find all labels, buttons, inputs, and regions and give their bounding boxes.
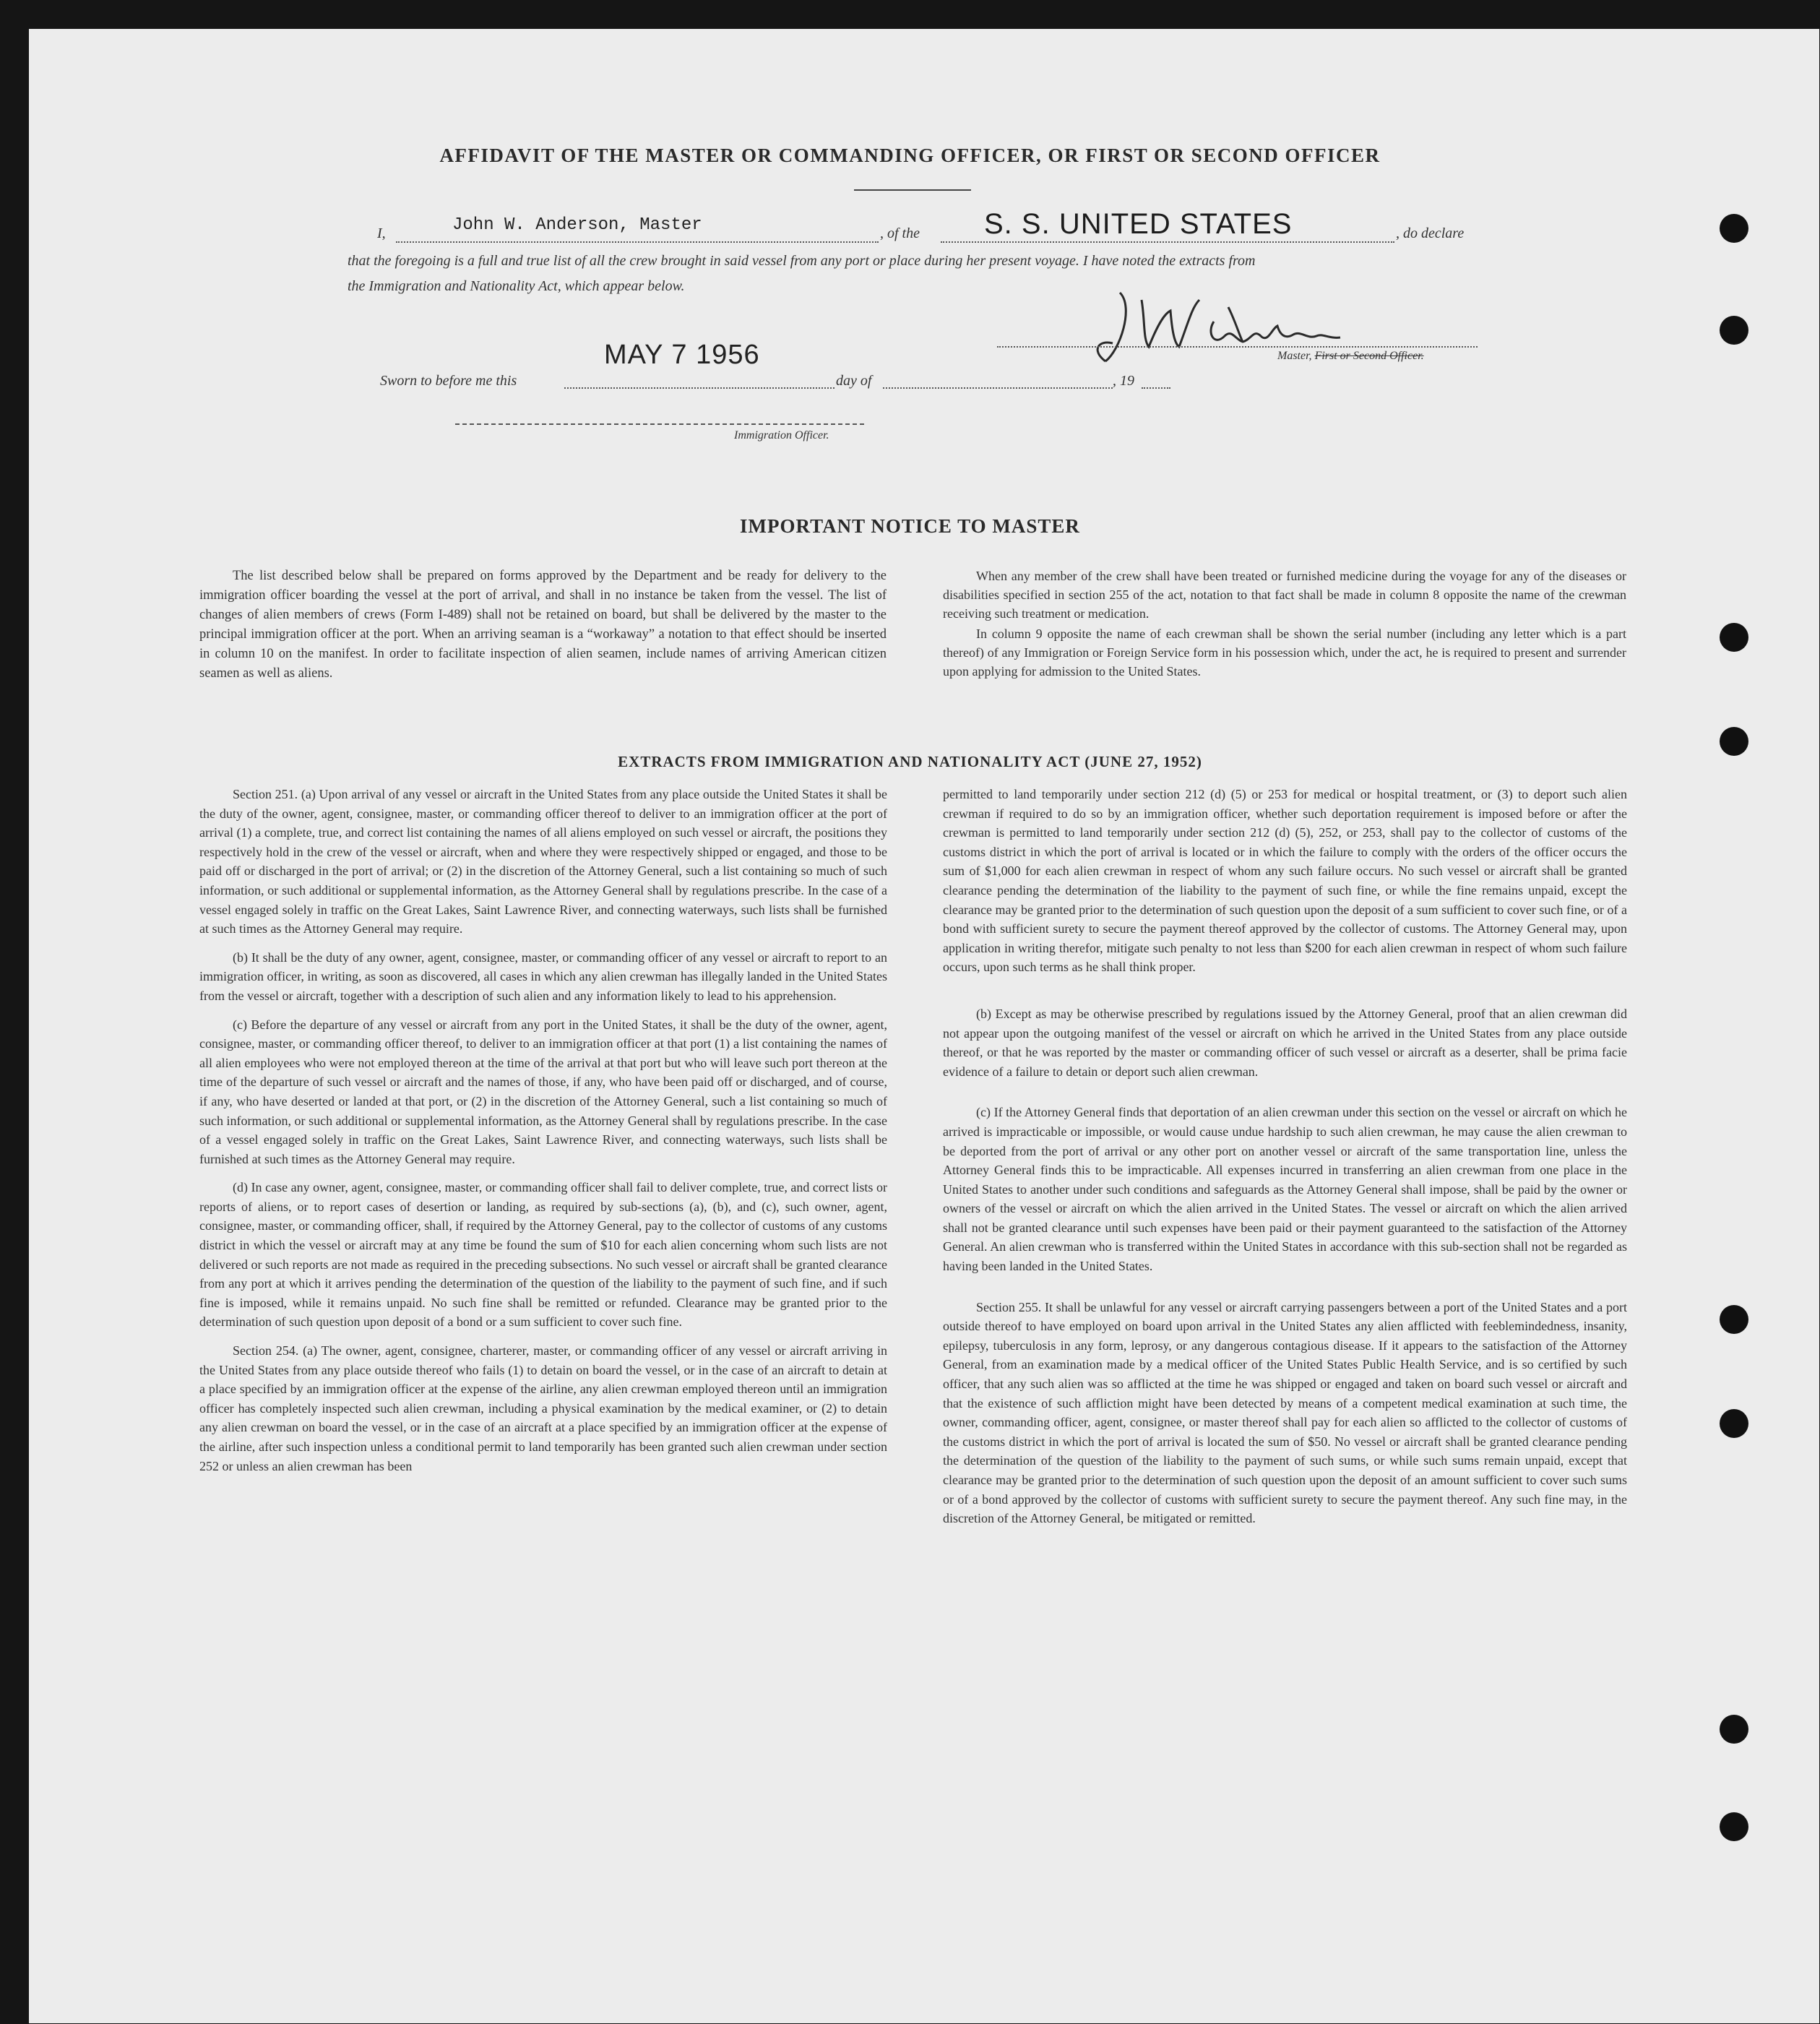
day-of-label: day of <box>836 373 872 389</box>
punch-hole <box>1720 623 1748 652</box>
year-label: , 19 <box>1113 373 1134 389</box>
punch-hole <box>1720 1305 1748 1334</box>
officer-caption: Immigration Officer. <box>734 429 829 442</box>
caption-master: Master, <box>1277 350 1312 362</box>
notice-heading: IMPORTANT NOTICE TO MASTER <box>740 515 1080 537</box>
signature-dotted-line <box>997 329 1478 348</box>
decl-do-declare: , do declare <box>1396 225 1465 241</box>
master-name: John W. Anderson, Master <box>452 215 702 235</box>
extract-paragraph: (b) It shall be the duty of any owner, agent, consignee, master, or commanding officer of any vessel or aircraft to report to an immigration officer, in writing, as soon as discovered, all cases in which any alien crewman has illegally landed in the United States from the vessel or aircraft, together with a description of such alien and any information likely to lead to his apprehension. <box>199 949 887 1003</box>
extract-paragraph: Section 255. It shall be unlawful for any vessel or aircraft carrying passengers between a port of the United States and a port outside thereof to have employed on board upon arrival in the United States any alien afflicted with feeblemindedness, insanity, epilepsy, tuberculosis in any form, leprosy, or any dangerous contagious disease. If it appears to the satisfaction of the Attorney General, from an examination made by a medical officer of the United States Public Health Service, and is so certified by such officer, that any such alien was so afflicted at the time he was shipped or engaged and taken on board such vessel or aircraft and that the existence of such affliction might have been detected by means of a competent medical examination at such time, the owner, commanding officer, agent, consignee, or master thereof shall pay for each alien so afflicted to the collector of customs of the customs district in which the port of arrival is located the sum of $50. No vessel or aircraft shall be granted clearance pending the determination of the question of the liability to the payment of such sums, or while such sums remain unpaid, except that clearance may be granted prior to the determination of such question upon the deposit of an amount sufficient to cover such sums or of a bond approved by the collector of customs with sufficient surety to secure the payment thereof. Any such fine may, in the discretion of the Attorney General, be mitigated or remitted. <box>943 1299 1627 1526</box>
extract-paragraph: (c) If the Attorney General finds that deportation of an alien crewman under this section on the vessel or aircraft on which he arrived is impracticable or impossible, or would cause undue hardship to such alien crewman, he may cause the alien crewman to be deported from the port of arrival or any other port on another vessel or aircraft of the same transportation line, unless the Attorney General finds this to be impracticable. All expenses incurred in transferring an alien crewman from one place in the United States to another under such conditions and safeguards as the Attorney General shall impose, shall be paid by the owner or owners of the vessel or aircraft on which the alien arrived in the United States. The vessel or aircraft on which the alien arrived shall not be granted clearance until such expenses have been paid or their payment guaranteed to the satisfaction of the Attorney General. An alien crewman who is transferred within the United States in accordance with this sub-section shall not be regarded as having been landed in the United States. <box>943 1105 1627 1274</box>
caption-officer-struck: First or Second Officer. <box>1314 350 1424 362</box>
extracts-heading: EXTRACTS FROM IMMIGRATION AND NATIONALITY ACT (JUNE 27, 1952) <box>618 753 1202 770</box>
extracts-right-column <box>943 785 1627 1538</box>
decl-line-3: the Immigration and Nationality Act, which appear below. <box>348 278 685 294</box>
decl-prefix: I, <box>377 225 386 241</box>
punch-hole <box>1720 316 1748 345</box>
sworn-day-dotted-line <box>564 370 834 389</box>
extract-paragraph: Section 251. (a) Upon arrival of any vessel or aircraft in the United States from any place outside the United States it shall be the duty of the owner, agent, consignee, master, or commanding officer thereof to deliver to an immigration officer at the port of arrival (1) a complete, true, and correct list containing the names of all aliens employed on such vessel or aircraft, the positions they respectively hold in the crew of the vessel or aircraft, when and where they were respectively shipped or engaged, and those to be paid off or discharged in the port of arrival; or (2) in the discretion of the Attorney General, such a list containing so much of such information, or such additional or supplemental information, as the Attorney General shall by regulations prescribe. In the case of a vessel engaged solely in traffic on the Great Lakes, Saint Lawrence River, and connecting waterways, such lists shall be furnished at such times as the Attorney General may require. <box>199 787 887 936</box>
extract-paragraph: Section 254. (a) The owner, agent, consignee, charterer, master, or commanding officer of any vessel or aircraft arriving in the United States from any place outside thereof who fails (1) to detain on board the vessel, or in the case of an aircraft to detain at a place specified by an immigration officer at the expense of the airline, any alien crewman employed thereon until an immigration officer has completely inspected such alien crewman, including a physical examination by the medical examiner, or (2) to detain any alien crewman on board the vessel, or in the case of an aircraft at a place specified by an immigration officer at the expense of the airline, after such inspection unless a conditional permit to land temporarily has been granted such alien crewman under section 252 or unless an alien crewman has been <box>199 1343 887 1473</box>
year-dotted-line <box>1142 370 1170 389</box>
punch-hole <box>1720 1715 1748 1744</box>
affidavit-title: AFFIDAVIT OF THE MASTER OR COMMANDING OFFICER, OR FIRST OR SECOND OFFICER <box>439 145 1381 166</box>
punch-hole <box>1720 1812 1748 1841</box>
sworn-label: Sworn to before me this <box>380 373 517 389</box>
extracts-left-column <box>199 785 887 1485</box>
notice-paragraph: In column 9 opposite the name of each crewman shall be shown the serial number (including any letter which is a part thereof) of any Immigration or Foreign Service form in his possession which, under the act, he is required to present and surrender upon applying for admission to the United States. <box>943 626 1626 679</box>
notice-paragraph: The list described below shall be prepared on forms approved by the Department and be ready for delivery to the immigration officer boarding the vessel at the port of arrival, and shall in no instance be taken from the vessel. The list of changes of alien members of crews (Form I-489) shall not be retained on board, but shall be delivered by the master to the principal immigration officer at the port. When an arriving seaman is a “workaway” a notation to that effect should be inserted in column 10 on the manifest. In order to facilitate inspection of alien seamen, include names of arriving American citizen seamen as well as aliens. <box>199 569 887 681</box>
month-dotted-line <box>883 370 1113 389</box>
punch-hole <box>1720 214 1748 243</box>
decl-line-2: that the foregoing is a full and true list of all the crew brought in said vessel from any port or place during her present voyage. I have noted the extracts from <box>348 253 1256 269</box>
punch-hole <box>1720 1409 1748 1438</box>
extract-paragraph: (c) Before the departure of any vessel or aircraft from any port in the United States, it shall be the duty of the owner, agent, consignee, master, or commanding officer thereof, to deliver to an immigration officer at that port (1) a list containing the names of all alien employees who were not employed thereon at the time of the arrival at that port but who will leave such port thereon at the time of the departure of such vessel or aircraft and the names of those, if any, who have been paid off or discharged, and of course, if any, who have deserted or landed at that port, or (2) in the discretion of the Attorney General, such a list containing so much of such information, or such additional or supplemental information, as the Attorney General shall by regulations prescribe. In the case of a vessel engaged solely in traffic on the Great Lakes, Saint Lawrence River, and connecting waterways, such lists shall be furnished at such times as the Attorney General may require. <box>199 1017 887 1166</box>
extract-paragraph: (b) Except as may be otherwise prescribed by regulations issued by the Attorney General, proof that an alien crewman did not appear upon the outgoing manifest of the vessel or aircraft on which he arrived in the United States from any place outside thereof, or that he was reported by the master or commanding officer of such vessel or aircraft as a deserter, shall be prima facie evidence of a failure to detain or deport such alien crewman. <box>943 1006 1627 1079</box>
extract-paragraph: (d) In case any owner, agent, consignee, master, or commanding officer shall fail to deliver complete, true, and correct lists or reports of aliens, or to report cases of desertion or landing, as required by sub-sections (a), (b), and (c), such owner, agent, consignee, master, or commanding officer, shall, if required by the Attorney General, pay to the collector of customs of any customs district in which the vessel or aircraft may at any time be found the sum of $10 for each alien concerning whom such lists are not delivered or such reports are not made as required in the preceding subsections. No such vessel or aircraft shall be granted clearance from any port at which it arrives pending the determination of the question of the liability to the payment of such fine, and if such fine is imposed, while it remains unpaid. No such fine shall be remitted or refunded. Clearance may be granted prior to the determination of such question upon deposit of a bond or a sum sufficient to cover such fine. <box>199 1180 887 1330</box>
notice-left-column <box>199 567 887 693</box>
punch-hole <box>1720 727 1748 756</box>
officer-signature-line <box>455 406 864 425</box>
notice-paragraph: When any member of the crew shall have been treated or furnished medicine during the voyage for any of the diseases or disabilities specified in section 255 of the act, notation to that fact shall be made in column 8 opposite the name of the crewman receiving such treatment or medication. <box>943 569 1626 621</box>
date-stamp: MAY 7 1956 <box>604 340 760 370</box>
decl-of-the: , of the <box>880 225 920 241</box>
extract-paragraph: permitted to land temporarily under section 212 (d) (5) or 253 for medical or hospital treatment, or (3) to deport such alien crewman if required to do so by an immigration officer, whether such deportation requirement is imposed before or after the crewman is permitted to land temporarily under section 212 (d) (5), 252, or 253, shall pay to the collector of customs of the customs district in which the port of arrival is located or in which the failure to comply with the orders of the officer occurs the sum of $1,000 for each alien crewman in respect of whom any such failure occurs. No such vessel or aircraft shall be granted clearance pending the determination of the liability to the payment of such fine, or while the fine remains unpaid, except the clearance may be granted prior to the determination of such question upon the deposit of a sum sufficient to cover such fine, or of a bond with sufficient surety to secure the payment thereof approved by the collector of customs. The Attorney General may, upon application in writing therefor, mitigate such penalty to not less than $200 for each alien crewman in respect of whom such failure occurs, upon such terms as he shall think proper. <box>943 787 1627 975</box>
title-rule <box>854 189 971 191</box>
notice-right-column <box>943 567 1626 690</box>
vessel-name: S. S. UNITED STATES <box>984 208 1293 240</box>
signer-caption <box>1277 350 1424 363</box>
